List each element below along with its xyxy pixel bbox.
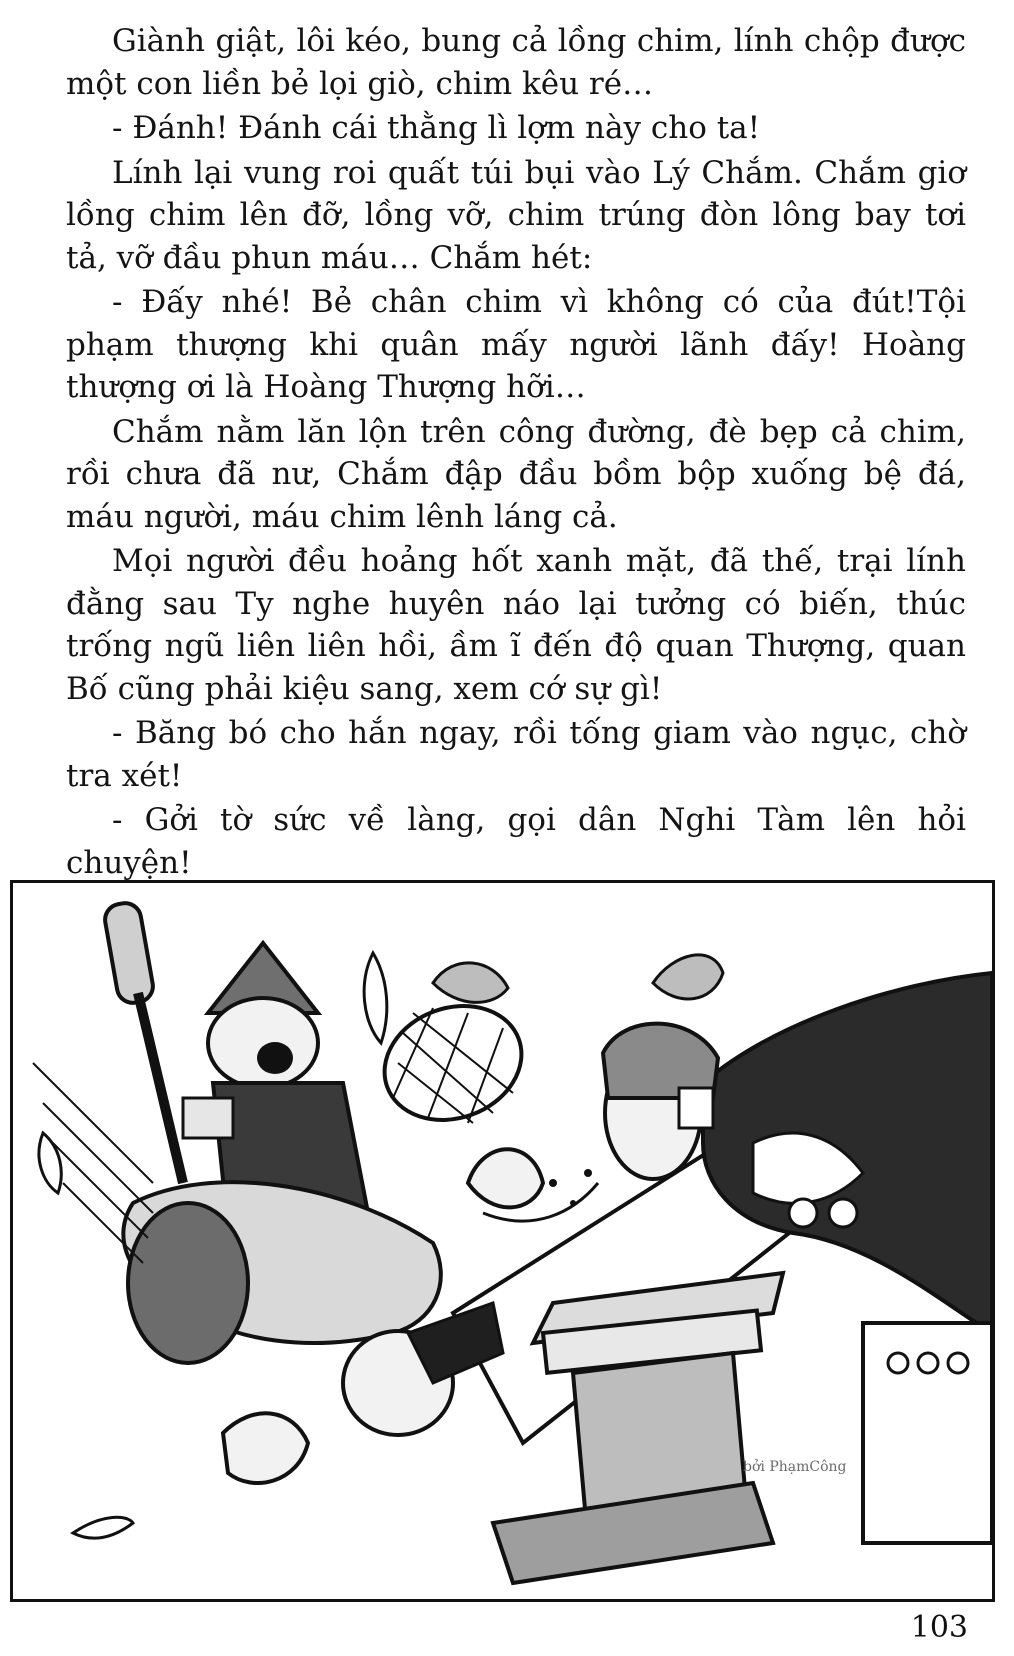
paragraph: Chắm nằm lăn lộn trên công đường, đè bẹp cả chim, rồi chưa đã nư, Chắm đập đầu bồm bộp xuống bệ đá, máu người, máu chim lênh láng cả.	[66, 413, 966, 535]
paragraph: - Đấy nhé! Bẻ chân chim vì không có của đút!Tội phạm thượng khi quân mấy người lãnh đấy! Hoàng thượng ơi là Hoàng Thượng hỡi…	[66, 284, 966, 405]
robe-cloud-motif	[789, 1199, 817, 1227]
hat-buckle	[679, 1088, 713, 1128]
blood-drop	[570, 1200, 576, 1206]
text-block	[66, 20, 966, 973]
soldier-head	[208, 998, 318, 1088]
blood-drop	[584, 1169, 592, 1177]
ly-cham-leg	[128, 1203, 248, 1363]
page-number: 103	[910, 1610, 968, 1645]
soldier-sleeve	[183, 1098, 233, 1138]
bird-cage	[368, 987, 537, 1138]
illustration	[10, 880, 995, 1602]
paragraph: Lính lại vung roi quất túi bụi vào Lý Chắm. Chắm giơ lồng chim lên đỡ, lồng vỡ, chim trúng đòn lông bay tơi tả, vỡ đầu phun máu… Chắm hét:	[66, 154, 966, 276]
watermark: bởi PhạmCông	[743, 1459, 847, 1475]
illustration-drawing	[13, 883, 992, 1599]
soldier-mouth	[257, 1042, 293, 1074]
paragraph: - Gởi tờ sức về làng, gọi dân Nghi Tàm lên hỏi chuyện!	[66, 802, 966, 881]
blood-drop	[549, 1179, 557, 1187]
chair	[863, 1323, 992, 1543]
paragraph: - Băng bó cho hắn ngay, rồi tống giam vào ngục, chờ tra xét!	[66, 715, 966, 794]
club-handle	[138, 993, 183, 1183]
robe-cloud-motif	[829, 1199, 857, 1227]
paragraph: Giành giật, lôi kéo, bung cả lồng chim, lính chộp được một con liền bẻ lọi giò, chim kêu ré…	[66, 23, 966, 102]
feather	[364, 953, 387, 1043]
paragraph: - Đánh! Đánh cái thằng lì lợm này cho ta!	[112, 110, 761, 146]
feather	[39, 1133, 61, 1193]
ly-cham-hand	[468, 1149, 543, 1207]
bird	[653, 955, 723, 999]
paragraph: Mọi người đều hoảng hốt xanh mặt, đã thế, trại lính đằng sau Ty nghe huyên náo lại tưởng có biến, thúc trống ngũ liên liên hồi, ầm ĩ đến độ quan Thượng, quan Bố cũng phải kiệu sang, xem cớ sự gì!	[66, 543, 966, 707]
bird	[433, 963, 508, 1003]
club-head	[103, 901, 156, 1006]
ly-cham-hand	[223, 1413, 308, 1483]
feather	[73, 1517, 133, 1538]
motion-line	[53, 1143, 148, 1238]
